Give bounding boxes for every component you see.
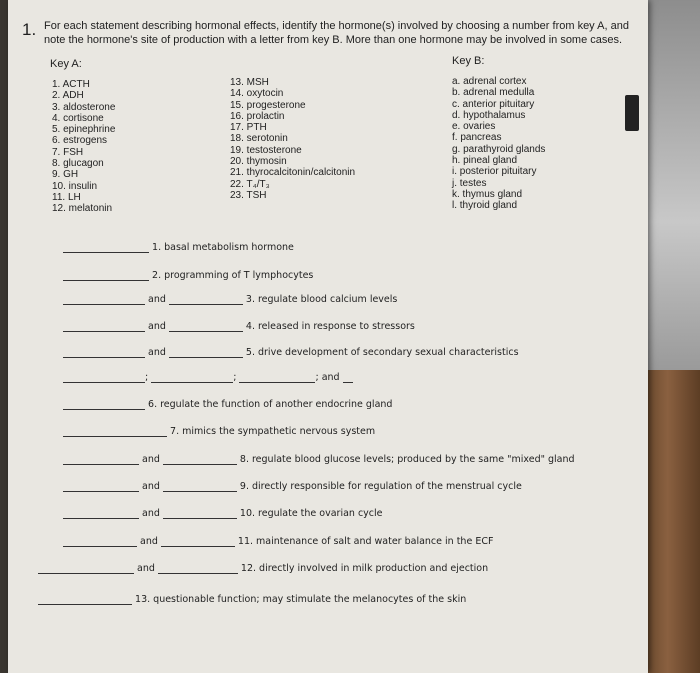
key-b-item: c. anterior pituitary xyxy=(452,98,535,110)
key-a-item: 3. aldosterone xyxy=(52,101,116,113)
answer-blank[interactable] xyxy=(63,381,145,383)
statement-text: 12. directly involved in milk production and ejection xyxy=(240,563,489,574)
key-a-item: 8. glucagon xyxy=(52,158,104,170)
statement-row-3 xyxy=(63,294,397,305)
key-a-item: 22. T₄/T₃ xyxy=(230,178,270,190)
key-b-item: j. testes xyxy=(452,177,487,189)
statement-text: 9. directly responsible for regulation of the menstrual cycle xyxy=(239,481,522,492)
statement-row-10 xyxy=(63,508,383,519)
and-label: and xyxy=(137,563,155,574)
question-text: For each statement describing hormonal effects, identify the hormone(s) involved by choosing a number from key A, and note the hormone's site of production with a letter from key B. More than one hormone may be involved in some cases. xyxy=(44,20,629,46)
and-label: and xyxy=(140,536,158,547)
statement-row-5 xyxy=(63,347,519,358)
statement-text: 3. regulate blood calcium levels xyxy=(245,294,398,305)
key-a-column-2 xyxy=(230,77,355,201)
key-a-item: 16. prolactin xyxy=(230,110,285,122)
key-a-item: 15. progesterone xyxy=(230,99,306,111)
and-label: and xyxy=(148,321,166,332)
answer-blank[interactable] xyxy=(239,381,315,383)
key-b-item: l. thyroid gland xyxy=(452,200,518,212)
answer-blank[interactable] xyxy=(343,381,353,383)
key-a-item: 9. GH xyxy=(52,169,79,181)
answer-blank[interactable] xyxy=(63,356,145,358)
answer-blank[interactable] xyxy=(63,435,167,437)
answer-blank[interactable] xyxy=(63,279,149,281)
answer-blank[interactable] xyxy=(63,251,149,253)
binder-clip xyxy=(625,95,639,131)
answer-blank[interactable] xyxy=(158,572,238,574)
key-a-item: 14. oxytocin xyxy=(230,88,284,100)
statement-text: 2. programming of T lymphocytes xyxy=(152,270,314,281)
key-a-item: 11. LH xyxy=(52,191,81,203)
key-b-item: d. hypothalamus xyxy=(452,109,526,121)
statement-text: 10. regulate the ovarian cycle xyxy=(239,508,383,519)
worksheet-page xyxy=(8,0,648,673)
key-a-item: 21. thyrocalcitonin/calcitonin xyxy=(230,167,356,179)
statement-row-5-continued: ; ; ; and xyxy=(63,372,353,383)
key-a-item: 17. PTH xyxy=(230,122,267,134)
key-b-item: e. ovaries xyxy=(452,121,496,133)
key-b-item: i. posterior pituitary xyxy=(452,166,537,178)
answer-blank[interactable] xyxy=(63,545,137,547)
statement-row-8 xyxy=(63,454,575,465)
question-number: 1. xyxy=(22,20,37,39)
answer-blank[interactable] xyxy=(63,330,145,332)
key-a-item: 1. ACTH xyxy=(52,79,90,90)
key-a-item: 18. serotonin xyxy=(230,133,288,145)
statement-row-7 xyxy=(63,426,375,437)
statement-text: 5. drive development of secondary sexual characteristics xyxy=(245,347,519,358)
key-b-item: g. parathyroid glands xyxy=(452,143,546,155)
answer-blank[interactable] xyxy=(161,545,235,547)
and-label: and xyxy=(142,508,160,519)
key-a-item: 23. TSH xyxy=(230,189,267,201)
and-label: ; and xyxy=(315,372,340,383)
answer-blank[interactable] xyxy=(169,330,243,332)
key-a-item: 5. epinephrine xyxy=(52,124,116,136)
statement-text: 13. questionable function; may stimulate the melanocytes of the skin xyxy=(135,594,467,605)
answer-blank[interactable] xyxy=(63,303,145,305)
key-b-item: f. pancreas xyxy=(452,132,502,144)
key-b-item: a. adrenal cortex xyxy=(452,76,527,87)
key-a-item: 13. MSH xyxy=(230,77,269,88)
answer-blank[interactable] xyxy=(63,517,139,519)
and-label: and xyxy=(142,481,160,492)
answer-blank[interactable] xyxy=(169,303,243,305)
statement-row-6 xyxy=(63,399,392,410)
statement-text: 4. released in response to stressors xyxy=(245,321,415,332)
key-a-column-1 xyxy=(52,79,115,215)
statement-row-2 xyxy=(63,270,313,281)
statement-text: 1. basal metabolism hormone xyxy=(152,242,294,253)
statement-row-9 xyxy=(63,481,522,492)
key-b-list xyxy=(452,76,545,212)
statement-row-1 xyxy=(63,242,294,253)
answer-blank[interactable] xyxy=(63,490,139,492)
statement-text: 11. maintenance of salt and water balance in the ECF xyxy=(237,536,494,547)
key-a-item: 12. melatonin xyxy=(52,203,113,215)
answer-blank[interactable] xyxy=(163,517,237,519)
statement-row-11 xyxy=(63,536,493,547)
answer-blank[interactable] xyxy=(151,381,233,383)
answer-blank[interactable] xyxy=(38,572,134,574)
answer-blank[interactable] xyxy=(63,463,139,465)
key-a-item: 4. cortisone xyxy=(52,112,104,124)
statement-text: 6. regulate the function of another endocrine gland xyxy=(148,399,393,410)
answer-blank[interactable] xyxy=(163,490,237,492)
background-cloth xyxy=(646,0,700,370)
key-b-title: Key B: xyxy=(452,55,485,67)
answer-blank[interactable] xyxy=(169,356,243,358)
key-a-item: 19. testosterone xyxy=(230,144,302,156)
statement-row-12 xyxy=(38,563,488,574)
key-a-item: 2. ADH xyxy=(52,90,84,102)
key-a-item: 10. insulin xyxy=(52,180,98,192)
statement-row-13 xyxy=(38,594,466,605)
answer-blank[interactable] xyxy=(38,603,132,605)
statement-row-4 xyxy=(63,321,415,332)
and-label: and xyxy=(142,454,160,465)
answer-blank[interactable] xyxy=(163,463,237,465)
key-b-item: k. thymus gland xyxy=(452,188,523,200)
key-a-item: 7. FSH xyxy=(52,146,84,158)
answer-blank[interactable] xyxy=(63,408,145,410)
statement-text: 7. mimics the sympathetic nervous system xyxy=(170,426,376,437)
and-label: and xyxy=(148,294,166,305)
statement-text: 8. regulate blood glucose levels; produced by the same "mixed" gland xyxy=(239,454,575,465)
key-b-item: b. adrenal medulla xyxy=(452,87,535,99)
key-a-title: Key A: xyxy=(50,58,82,70)
key-a-item: 6. estrogens xyxy=(52,135,108,147)
and-label: and xyxy=(148,347,166,358)
key-b-item: h. pineal gland xyxy=(452,155,518,167)
key-a-item: 20. thymosin xyxy=(230,156,287,168)
background-table xyxy=(646,370,700,673)
